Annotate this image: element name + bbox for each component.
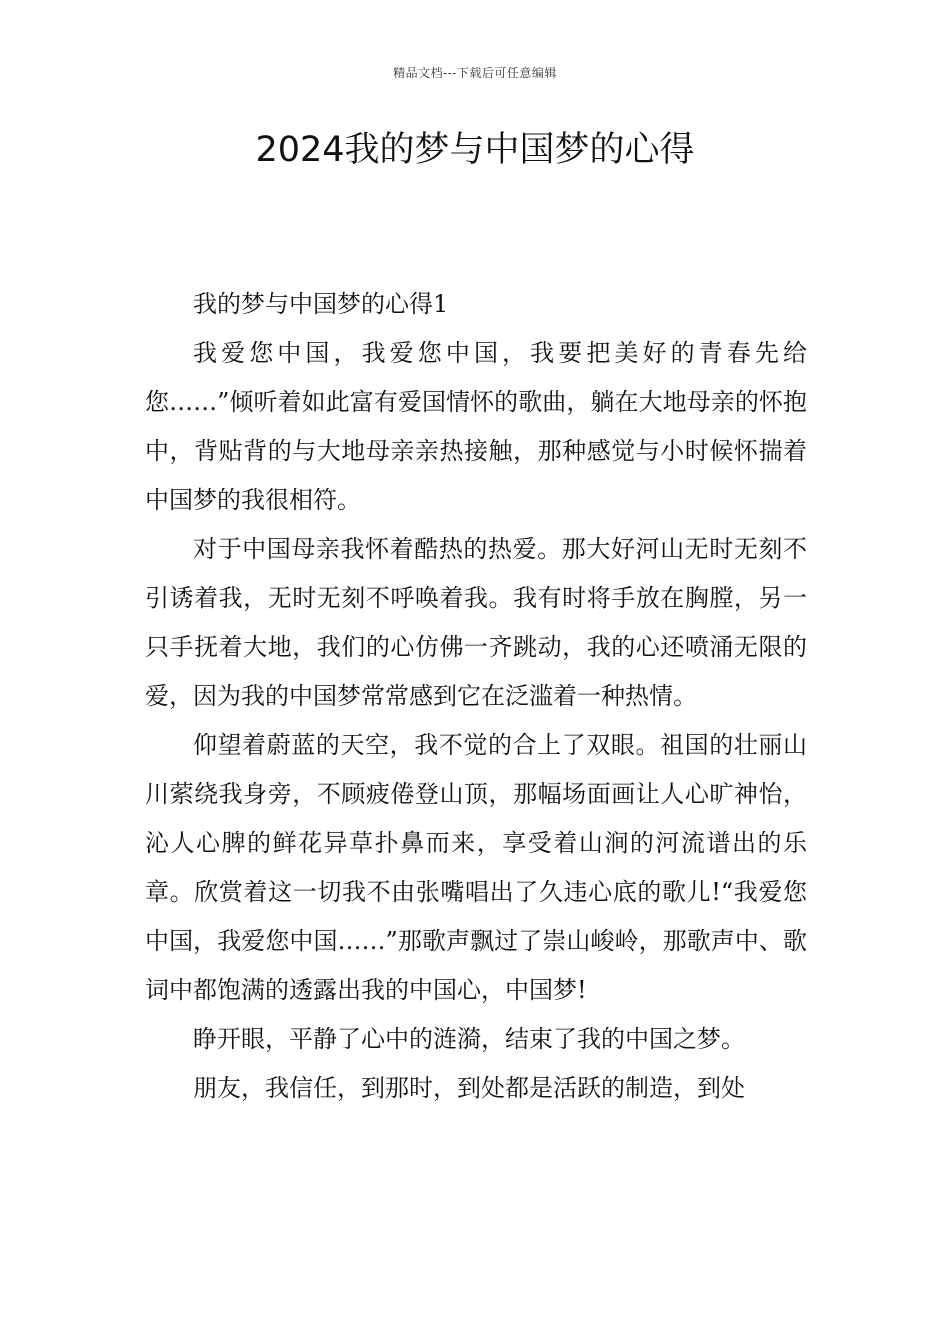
paragraph-subheading: 我的梦与中国梦的心得1	[193, 290, 449, 318]
paragraph: 我爱您中国，我爱您中国，我要把美好的青春先给您……”倾听着如此富有爱国情怀的歌曲，躺在大地母亲的怀抱中，背贴背的与大地母亲亲热接触，那种感觉与小时候怀揣着中国梦的我很相符。	[145, 339, 807, 514]
paragraph: 对于中国母亲我怀着酷热的热爱。那大好河山无时无刻不引诱着我，无时无刻不呼唤着我。我有时将手放在胸膛，另一只手抚着大地，我们的心仿佛一齐跳动，我的心还喷涌无限的爱，因为我的中国梦常常感到它在泛滥着一种热情。	[145, 535, 807, 710]
header-note: 精品文档---下载后可任意编辑	[393, 66, 557, 80]
paragraph: 朋友，我信任，到那时，到处都是活跃的制造，到处	[193, 1074, 745, 1102]
paragraph: 睁开眼，平静了心中的涟漪，结束了我的中国之梦。	[193, 1025, 745, 1053]
paragraph: 仰望着蔚蓝的天空，我不觉的合上了双眼。祖国的壮丽山川萦绕我身旁，不顾疲倦登山顶，那幅场面画让人心旷神怡，沁人心脾的鲜花异草扑鼻而来，享受着山涧的河流谱出的乐章。欣赏着这一切我不由张嘴唱出了久违心底的歌儿!“我爱您中国，我爱您中国……”那歌声飘过了崇山峻岭，那歌声中、歌词中都饱满的透露出我的中国心，中国梦!	[145, 731, 807, 1004]
document-body	[145, 280, 807, 1113]
document-title: 2024我的梦与中国梦的心得	[255, 130, 695, 170]
